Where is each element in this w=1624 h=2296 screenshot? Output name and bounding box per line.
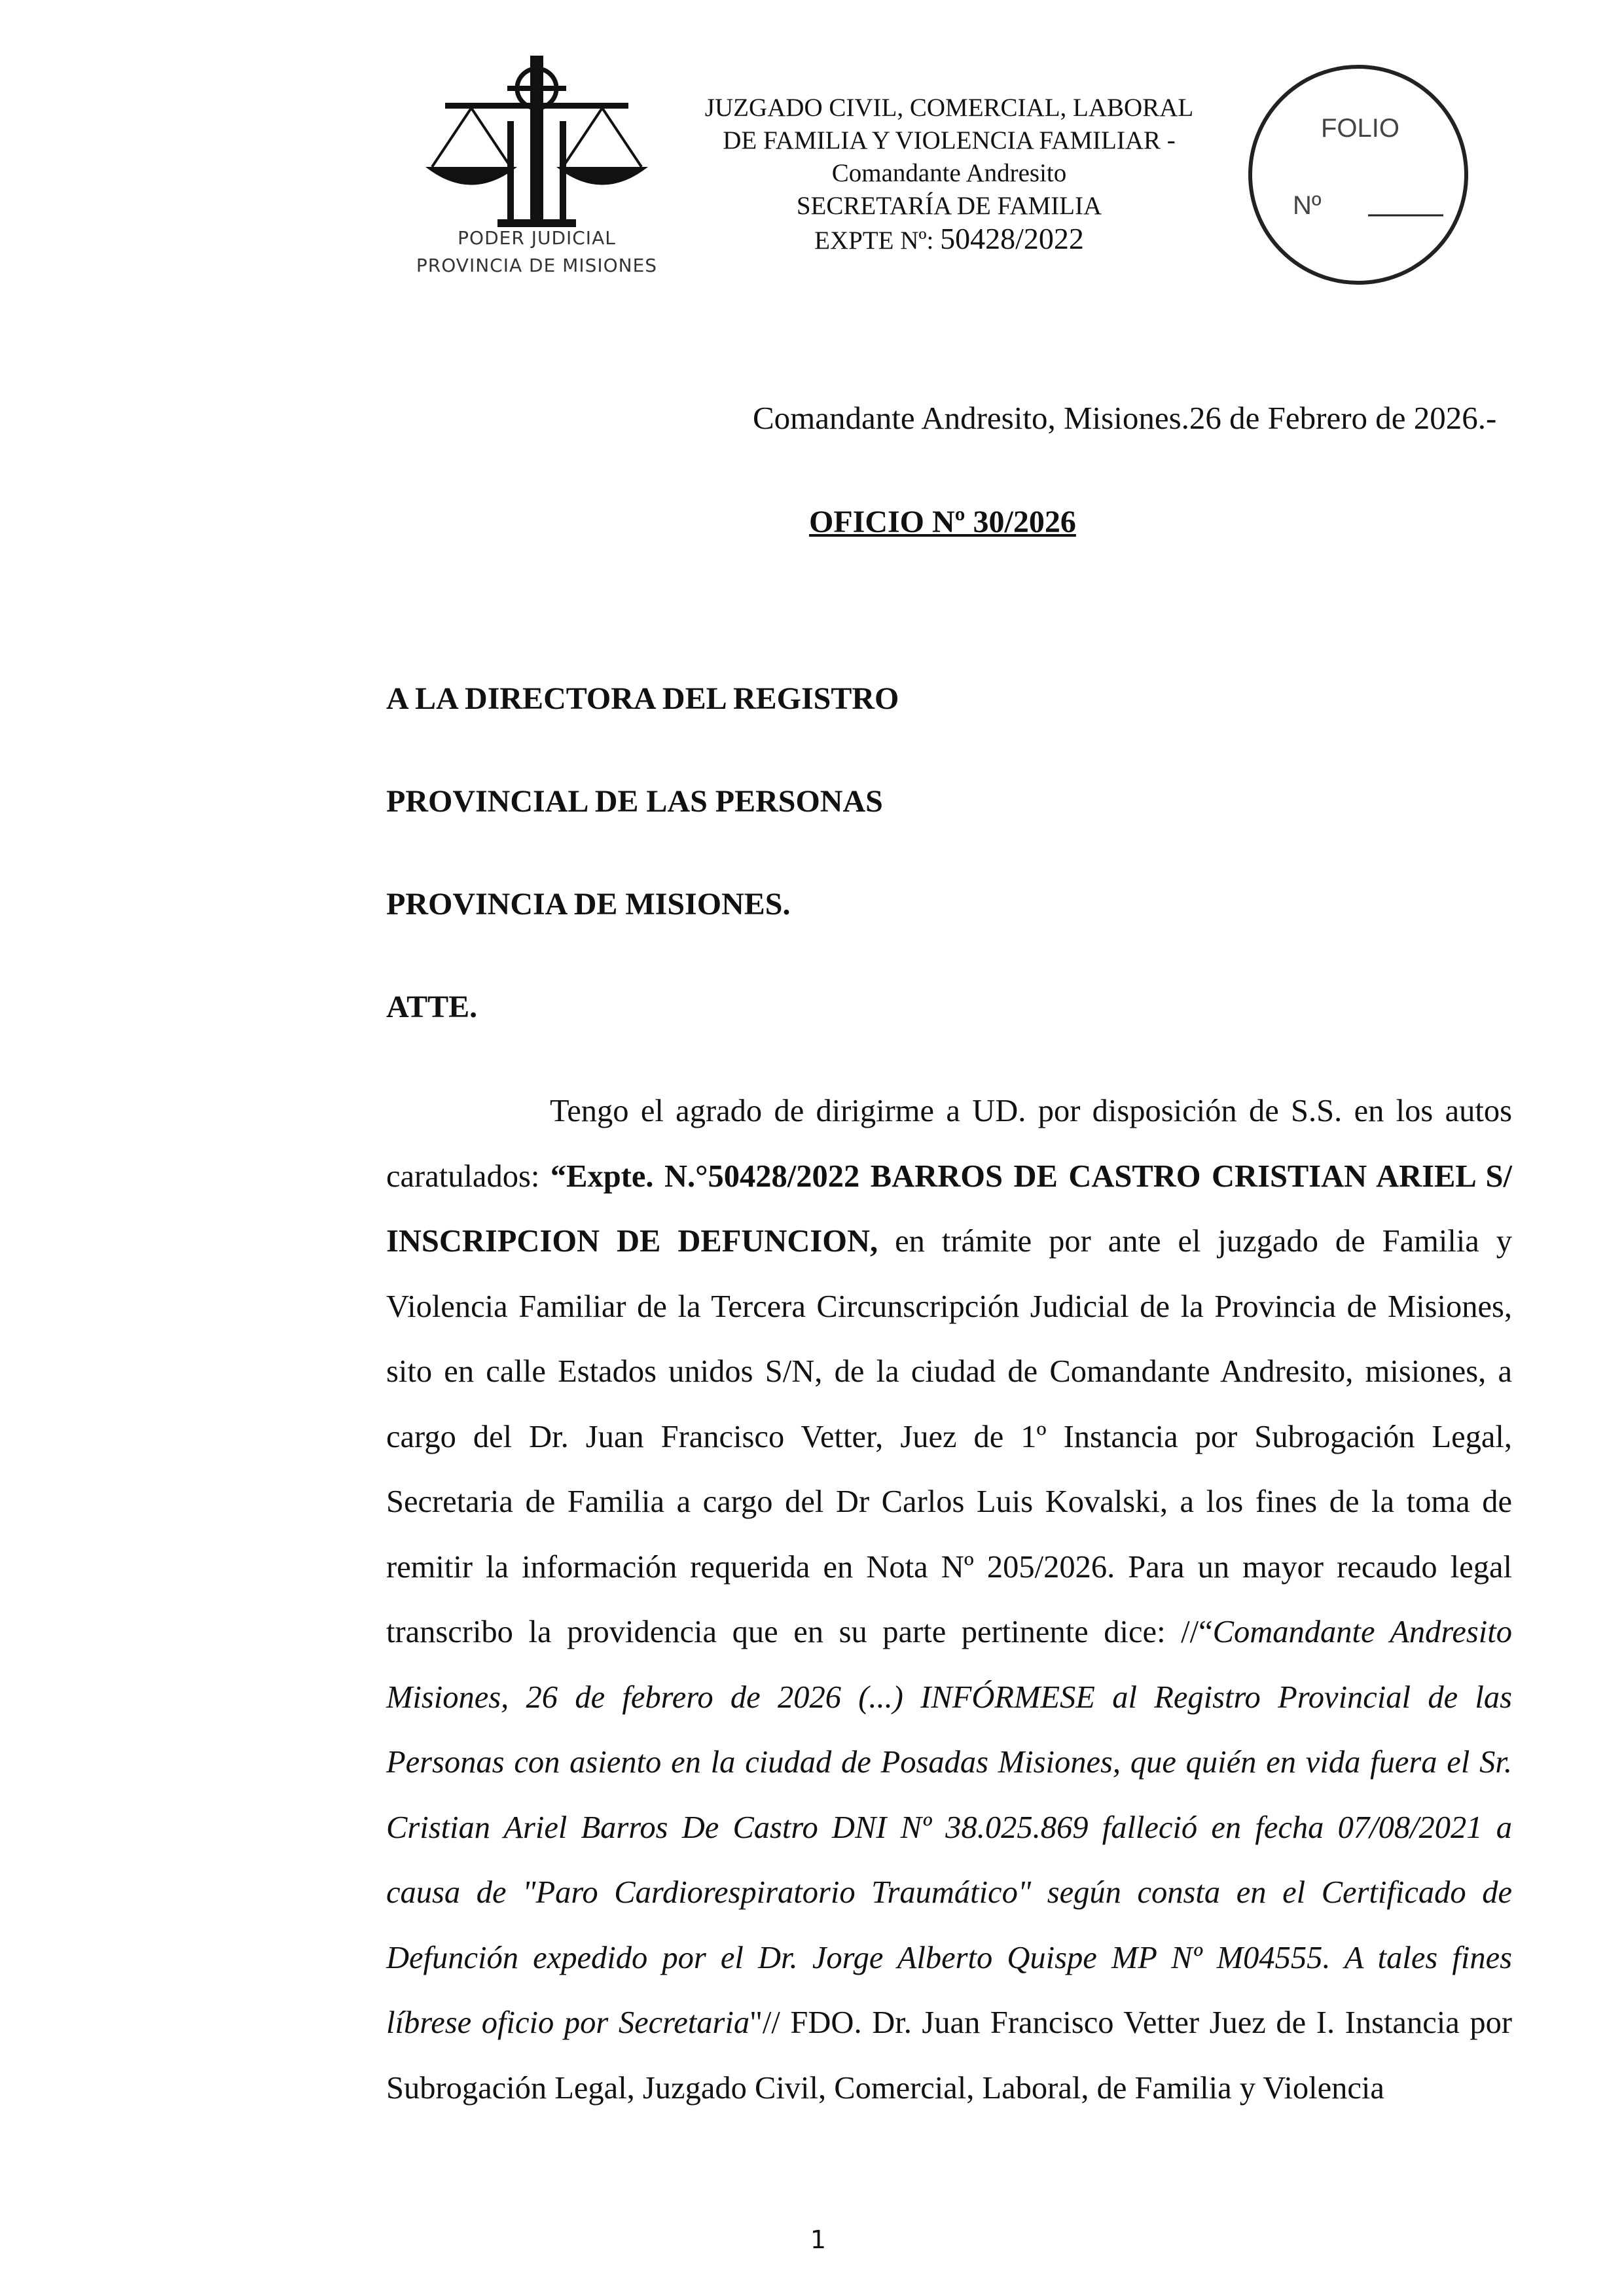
- scales-of-justice-icon: [399, 43, 674, 239]
- court-line-4: SECRETARÍA DE FAMILIA: [796, 192, 1102, 220]
- body-paragraph: [386, 1079, 1512, 2121]
- folio-stamp: [1244, 60, 1473, 289]
- case-caption: “Expte. N.°50428/2022 BARROS DE CASTRO CRISTIAN ARIEL S/ INSCRIPCION DE DEFUNCION,: [386, 1158, 1512, 1259]
- folio-number-label: Nº: [1293, 191, 1322, 220]
- logo-line-1: PODER JUDICIAL: [458, 227, 616, 249]
- court-line-1: JUZGADO CIVIL, COMERCIAL, LABORAL: [704, 94, 1194, 122]
- expte-number: 50428/2022: [940, 222, 1084, 255]
- court-order-quote: Comandante Andresito Misiones, 26 de febrero de 2026 (...) INFÓRMESE al Registro Provincial de las Personas con asiento en la ciudad de Posadas Misiones, que quién en vida fuera el Sr. Cristian Ariel Barros De Castro DNI Nº 38.025.869 falleció en fecha 07/08/2021 a causa de "Paro Cardiorespiratorio Traumático" según consta en el Certificado de Defunción expedido por el Dr. Jorge Alberto Quispe MP Nº M04555. A tales fines líbrese oficio por Secretaria: [386, 1615, 1512, 2040]
- addressee-line-1: A LA DIRECTORA DEL REGISTRO: [386, 681, 899, 716]
- body-intro: Tengo el agrado de dirigirme a UD. por disposición de S.S. en los autos caratulados:: [386, 1094, 1512, 1194]
- logo-line-2: PROVINCIA DE MISIONES: [416, 255, 658, 276]
- expte-label: EXPTE Nº:: [814, 226, 941, 255]
- addressee-line-3: PROVINCIA DE MISIONES.: [386, 887, 791, 922]
- oficio-title: OFICIO Nº 30/2026: [809, 505, 1076, 539]
- page-number: 1: [810, 2225, 827, 2254]
- court-line-3: Comandante Andresito: [831, 159, 1067, 187]
- folio-title: FOLIO: [1321, 114, 1400, 143]
- court-logo: [399, 43, 674, 291]
- body-text: en trámite por ante el juzgado de Familia y Violencia Familiar de la Tercera Circunscripción Judicial de la Provincia de Misiones, sito en calle Estados unidos S/N, de la ciudad de Comandante Andresito, misiones, a cargo del Dr. Juan Francisco Vetter, Juez de 1º Instancia por Subrogación Legal, Secretaria de Familia a cargo del Dr Carlos Luis Kovalski, a los fines de la toma de remitir la información requerida en Nota Nº 205/2026. Para un mayor recaudo legal transcribo la providencia que en su parte pertinente dice: //“: [386, 1224, 1512, 1649]
- court-line-2: DE FAMILIA Y VIOLENCIA FAMILIAR -: [723, 126, 1176, 154]
- date-line: Comandante Andresito, Misiones.26 de Febrero de 2026.-: [753, 400, 1497, 436]
- expte-line: [641, 223, 1257, 257]
- stamp-circle-icon: [1244, 60, 1473, 289]
- addressee-line-4: ATTE.: [386, 990, 478, 1024]
- signature-text: "// FDO. Dr. Juan Francisco Vetter Juez de I. Instancia por Subrogación Legal, Juzgado Civil, Comercial, Laboral, de Familia y Violencia: [386, 2005, 1512, 2106]
- addressee-line-2: PROVINCIAL DE LAS PERSONAS: [386, 784, 883, 819]
- court-header: [641, 92, 1257, 257]
